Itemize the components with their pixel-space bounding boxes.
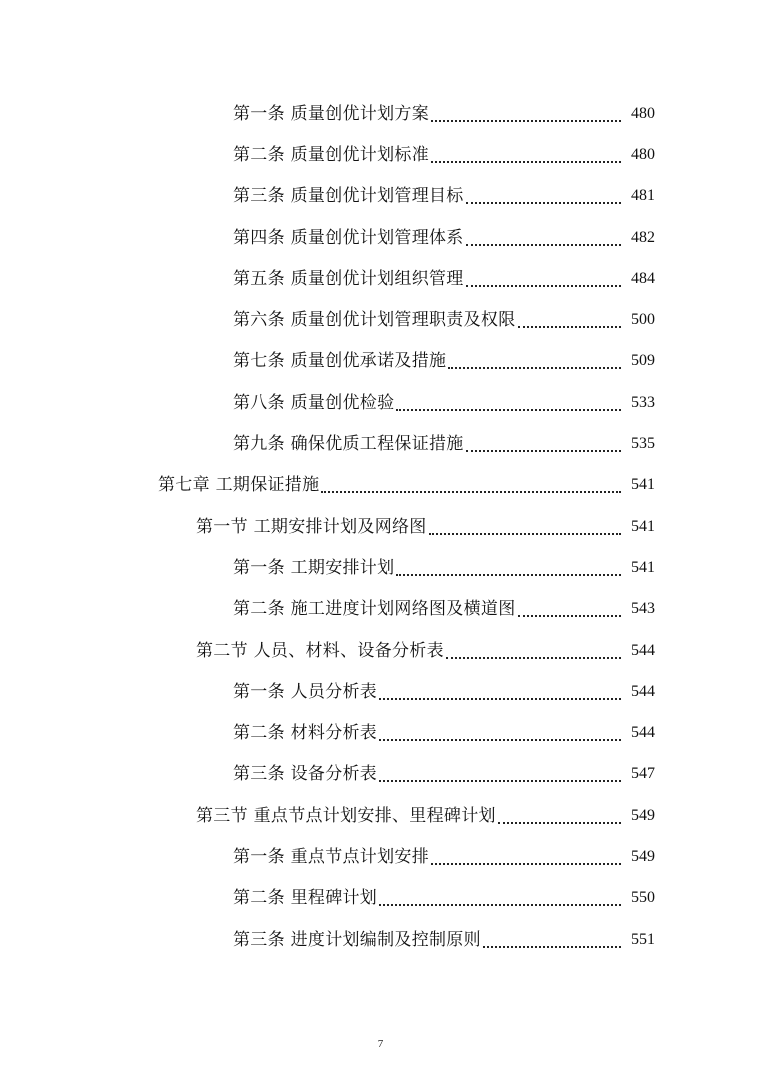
dot-leader — [448, 347, 621, 369]
toc-entry[interactable] — [0, 712, 761, 753]
toc-entry-page: 544 — [631, 682, 655, 700]
toc-entry-page: 547 — [631, 765, 655, 783]
dot-leader — [379, 760, 621, 782]
toc-entry-page: 535 — [631, 435, 655, 453]
dot-leader — [321, 471, 621, 493]
dot-leader — [396, 554, 621, 576]
toc-entry-page: 551 — [631, 930, 655, 948]
toc-entry-label: 第一节 工期安排计划及网络图 — [196, 516, 427, 537]
dot-leader — [396, 389, 621, 411]
dot-leader — [446, 637, 621, 659]
toc-entry[interactable] — [0, 217, 761, 258]
toc-entry-label: 第六条 质量创优计划管理职责及权限 — [233, 310, 516, 331]
toc-entry-page: 533 — [631, 393, 655, 411]
toc-entry-label: 第二条 里程碑计划 — [233, 888, 378, 909]
toc-entry-label: 第四条 质量创优计划管理体系 — [233, 227, 464, 248]
dot-leader — [379, 884, 621, 906]
dot-leader — [379, 719, 621, 741]
toc-entry[interactable] — [0, 134, 761, 175]
toc-entry[interactable] — [0, 547, 761, 588]
toc-entry-label: 第五条 质量创优计划组织管理 — [233, 268, 464, 289]
toc-entry-label: 第一条 重点节点计划安排 — [233, 846, 430, 867]
toc-entry-page: 549 — [631, 806, 655, 824]
dot-leader — [379, 678, 621, 700]
toc-entry[interactable] — [0, 93, 761, 134]
toc-entry-page: 549 — [631, 847, 655, 865]
toc-entry[interactable] — [0, 878, 761, 919]
toc-entry[interactable] — [0, 299, 761, 340]
toc-entry-label: 第二节 人员、材料、设备分析表 — [196, 640, 444, 661]
dot-leader — [466, 224, 621, 246]
dot-leader — [431, 100, 621, 122]
toc-section-entry[interactable] — [0, 795, 761, 836]
dot-leader — [431, 843, 621, 865]
toc-entry-label: 第一条 工期安排计划 — [233, 557, 395, 578]
toc-entry-label: 第七条 质量创优承诺及措施 — [233, 351, 447, 372]
dot-leader — [518, 306, 621, 328]
toc-entry-page: 509 — [631, 352, 655, 370]
dot-leader — [429, 513, 621, 535]
toc-entry-page: 484 — [631, 269, 655, 287]
toc-entry-label: 第三节 重点节点计划安排、里程碑计划 — [196, 805, 496, 826]
toc-entry-label: 第九条 确保优质工程保证措施 — [233, 434, 464, 455]
dot-leader — [466, 182, 621, 204]
toc-entry[interactable] — [0, 176, 761, 217]
toc-entry-page: 543 — [631, 600, 655, 618]
toc-entry-label: 第一条 人员分析表 — [233, 681, 378, 702]
toc-entry-page: 541 — [631, 476, 655, 494]
toc-entry[interactable] — [0, 258, 761, 299]
toc-entry[interactable] — [0, 671, 761, 712]
toc-section-entry[interactable] — [0, 506, 761, 547]
page-number: 7 — [377, 1038, 384, 1050]
toc-entry-page: 482 — [631, 228, 655, 246]
toc-entry-page: 550 — [631, 889, 655, 907]
dot-leader — [518, 595, 621, 617]
toc-entry[interactable] — [0, 423, 761, 464]
toc-section-entry[interactable] — [0, 630, 761, 671]
toc-entry-page: 500 — [631, 311, 655, 329]
dot-leader — [483, 926, 621, 948]
toc-entry[interactable] — [0, 836, 761, 877]
toc-entry-page: 480 — [631, 145, 655, 163]
toc-entry[interactable] — [0, 341, 761, 382]
toc-entry-page: 480 — [631, 104, 655, 122]
dot-leader — [431, 141, 621, 163]
toc-entry-label: 第三条 质量创优计划管理目标 — [233, 186, 464, 207]
toc-chapter-entry[interactable] — [0, 465, 761, 506]
toc-entry-page: 541 — [631, 558, 655, 576]
toc-entry-label: 第二条 材料分析表 — [233, 723, 378, 744]
dot-leader — [466, 265, 621, 287]
toc-entry[interactable] — [0, 382, 761, 423]
toc-entry-label: 第八条 质量创优检验 — [233, 392, 395, 413]
toc-entry-page: 481 — [631, 187, 655, 205]
toc-entry-page: 544 — [631, 641, 655, 659]
toc-entry[interactable] — [0, 754, 761, 795]
dot-leader — [466, 430, 621, 452]
toc-entry-page: 541 — [631, 517, 655, 535]
toc-entry[interactable] — [0, 589, 761, 630]
table-of-contents — [0, 93, 761, 960]
toc-entry[interactable] — [0, 919, 761, 960]
toc-entry-label: 第三条 设备分析表 — [233, 764, 378, 785]
toc-entry-label: 第七章 工期保证措施 — [158, 475, 320, 496]
toc-entry-label: 第二条 施工进度计划网络图及横道图 — [233, 599, 516, 620]
toc-entry-label: 第二条 质量创优计划标准 — [233, 144, 430, 165]
toc-entry-page: 544 — [631, 724, 655, 742]
dot-leader — [498, 802, 621, 824]
toc-entry-label: 第三条 进度计划编制及控制原则 — [233, 929, 481, 950]
toc-entry-label: 第一条 质量创优计划方案 — [233, 103, 430, 124]
